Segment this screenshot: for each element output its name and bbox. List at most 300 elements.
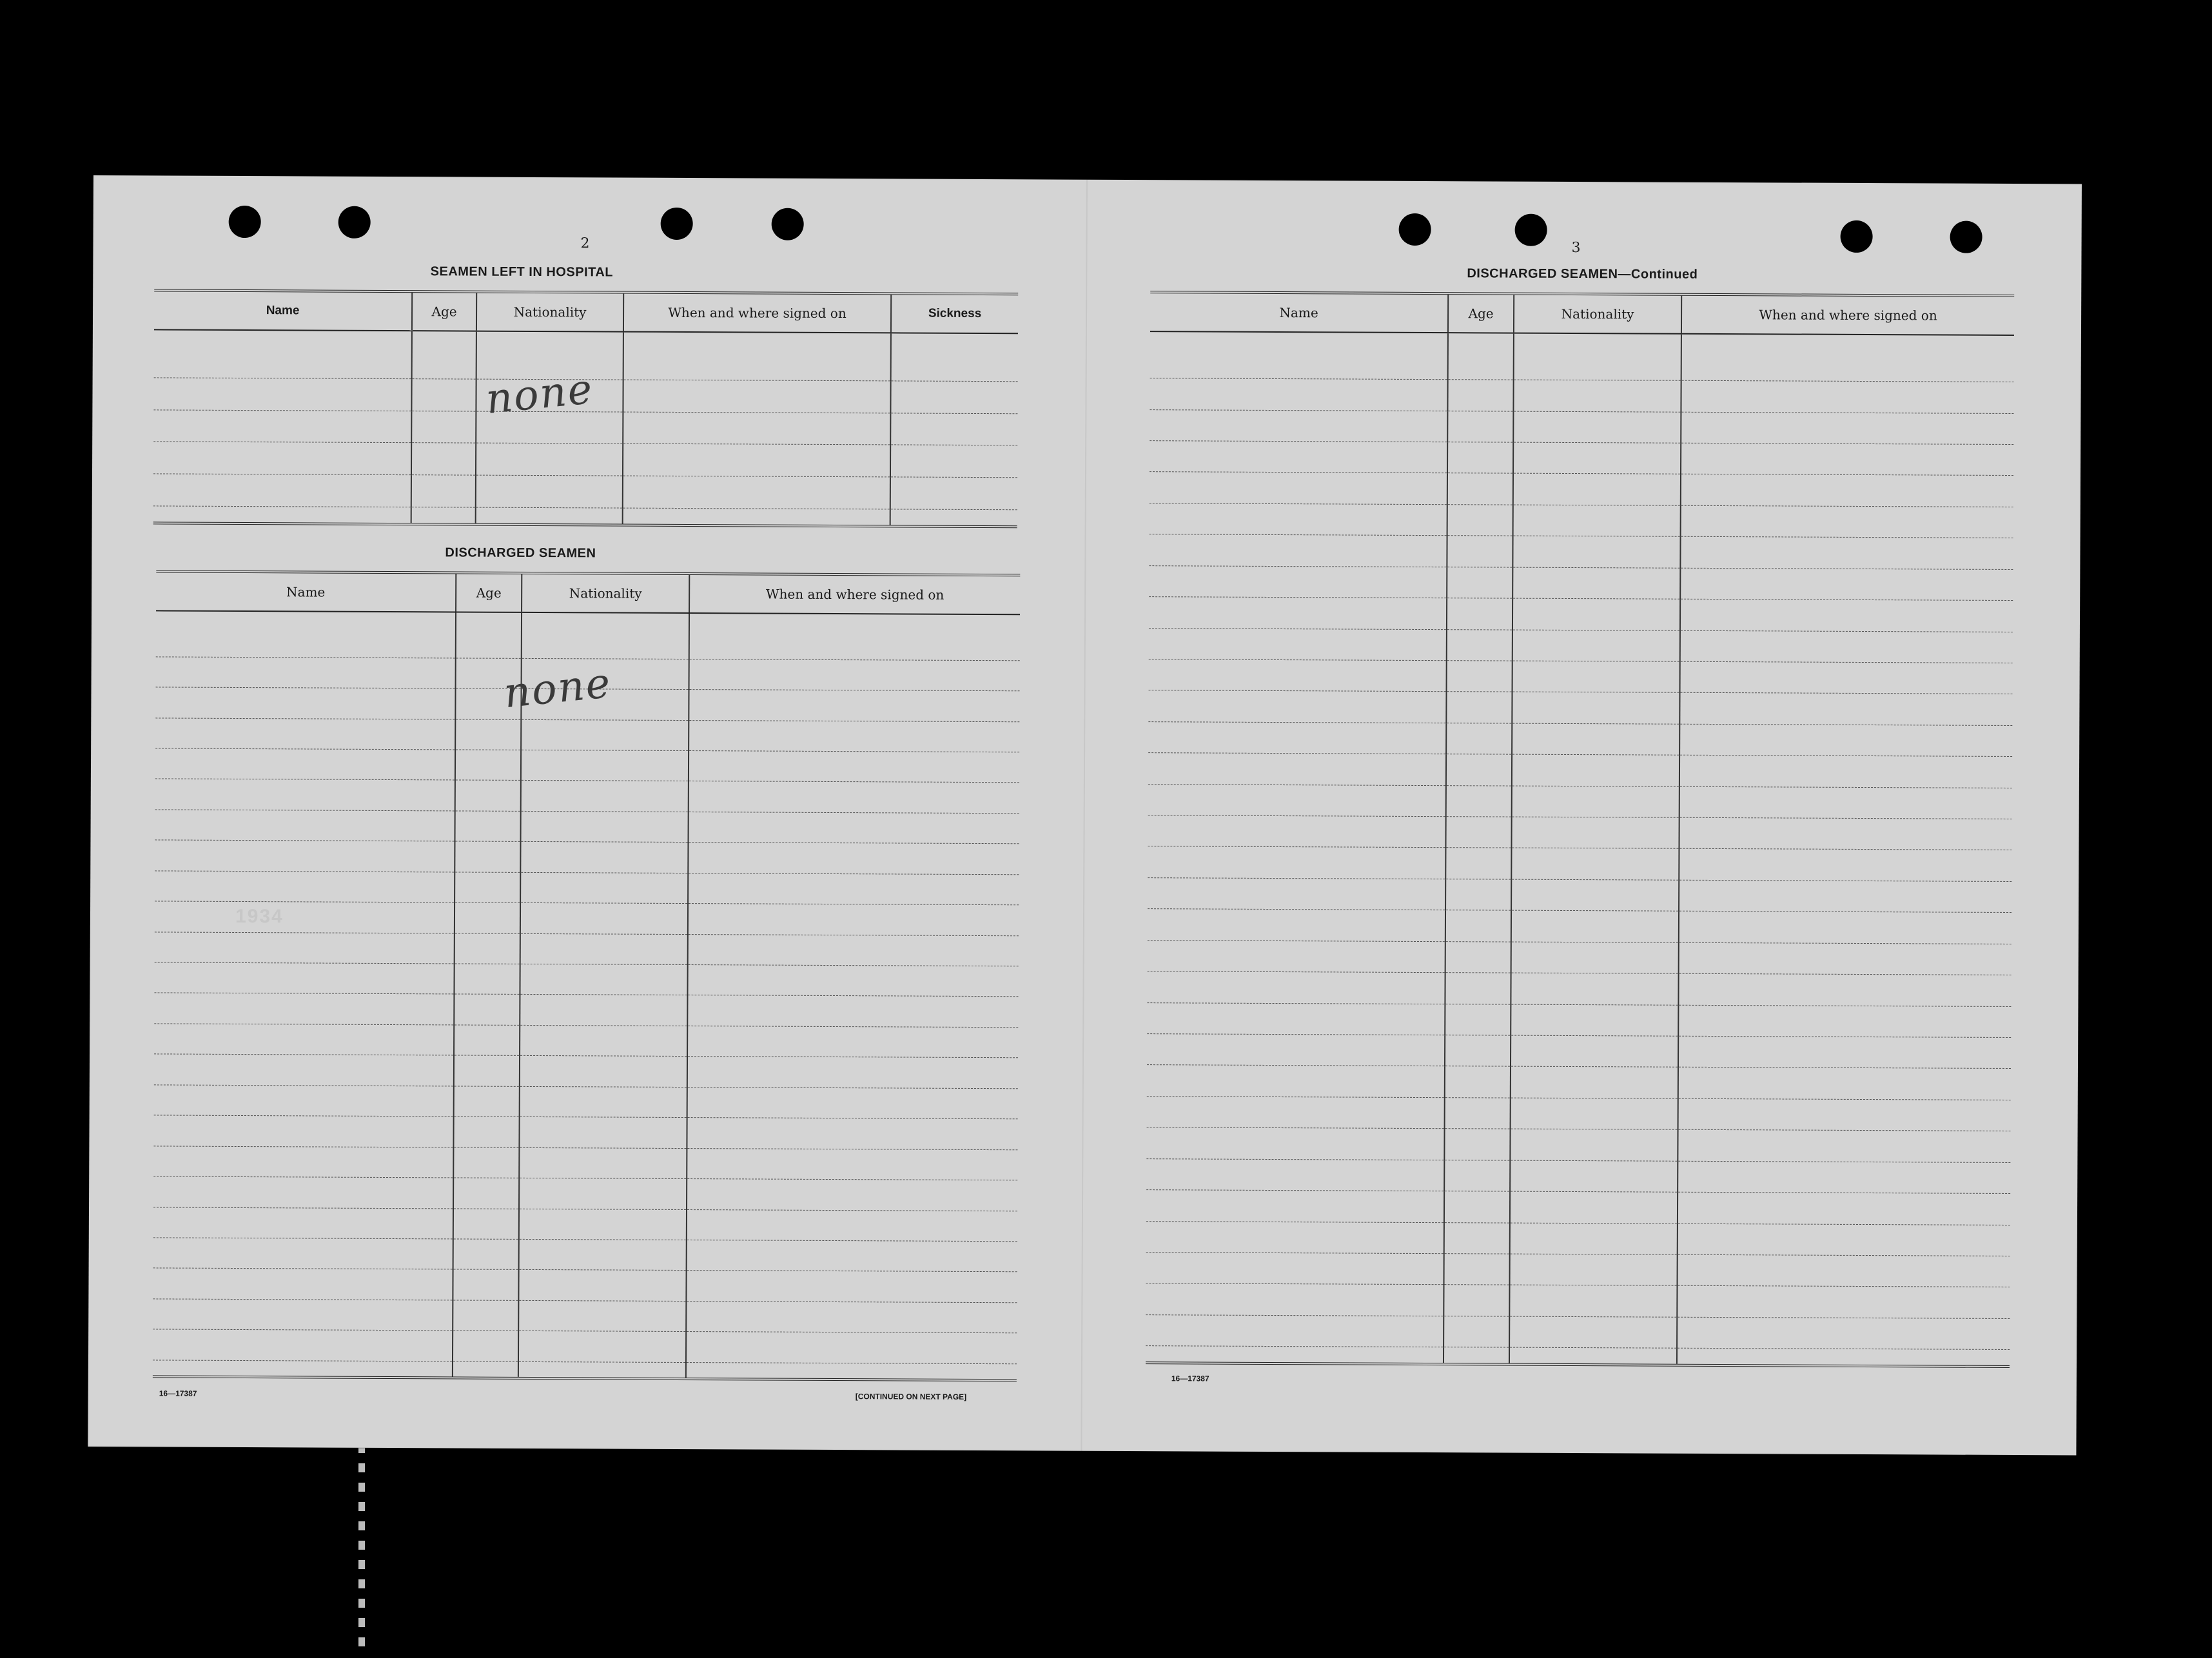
table-cell xyxy=(1512,536,1680,568)
table-row xyxy=(1148,753,2012,788)
table-cell xyxy=(453,1300,518,1331)
table-cell xyxy=(155,871,455,902)
table-cell xyxy=(687,1209,1017,1242)
table-cell xyxy=(454,994,520,1025)
table-cell xyxy=(518,1300,686,1332)
table-cell xyxy=(454,964,520,995)
table-cell xyxy=(1512,567,1680,600)
table-cell xyxy=(1511,942,1679,974)
table-cell xyxy=(687,1057,1018,1089)
table-cell xyxy=(453,1239,519,1270)
table-cell xyxy=(1511,1098,1678,1130)
table-cell xyxy=(890,509,1017,526)
table-cell xyxy=(1147,1065,1445,1097)
table-cell xyxy=(1148,909,1445,941)
table-row xyxy=(156,610,1020,660)
table-cell xyxy=(1510,1129,1678,1161)
table-row xyxy=(155,901,1019,935)
table-cell xyxy=(455,872,520,903)
table-row xyxy=(1146,1127,2010,1162)
table-cell xyxy=(1447,661,1512,692)
continued-header-row xyxy=(1150,293,2014,335)
table-row xyxy=(1147,1065,2011,1100)
table-cell xyxy=(153,1268,453,1300)
table-cell xyxy=(689,613,1020,660)
table-cell xyxy=(1511,848,1679,881)
table-cell xyxy=(623,508,890,525)
table-cell xyxy=(455,933,520,964)
table-cell xyxy=(1677,1348,2010,1365)
table-cell xyxy=(623,412,890,445)
table-cell xyxy=(687,1179,1017,1211)
table-cell xyxy=(411,507,476,523)
punch-hole xyxy=(229,206,261,238)
table-row xyxy=(1147,1096,2011,1131)
table-cell xyxy=(688,873,1019,905)
table-cell xyxy=(454,1086,520,1117)
table-cell xyxy=(686,1332,1017,1364)
table-cell xyxy=(689,781,1019,814)
table-cell xyxy=(154,962,454,994)
table-cell xyxy=(1445,973,1511,1004)
table-cell xyxy=(520,1086,687,1118)
table-cell xyxy=(153,1329,453,1361)
table-cell xyxy=(153,1360,453,1377)
table-cell xyxy=(1147,1096,1445,1128)
table-row xyxy=(1147,1002,2011,1037)
table-row xyxy=(155,810,1019,844)
punch-hole xyxy=(338,206,371,239)
table-cell xyxy=(1448,333,1514,380)
table-cell xyxy=(1149,597,1447,629)
table-cell xyxy=(686,1362,1017,1379)
table-cell xyxy=(519,1178,687,1209)
ledger-sheet xyxy=(88,175,2082,1455)
table-cell xyxy=(1148,753,1446,785)
table-cell xyxy=(454,1055,520,1086)
table-row xyxy=(1149,534,2013,569)
handwritten-entry: none xyxy=(484,365,596,424)
table-cell xyxy=(520,995,687,1026)
table-cell xyxy=(1146,1190,1444,1222)
table-row xyxy=(155,932,1019,966)
table-cell xyxy=(412,331,476,379)
table-cell xyxy=(1512,754,1679,786)
table-row xyxy=(1148,940,2011,975)
table-cell xyxy=(688,904,1019,936)
table-cell xyxy=(1446,723,1512,754)
table-cell xyxy=(154,1024,454,1055)
table-cell xyxy=(890,445,1017,478)
table-cell xyxy=(688,843,1019,875)
table-row xyxy=(1146,1253,2010,1287)
center-fold xyxy=(1081,180,1088,1451)
continued-table xyxy=(1146,291,2014,1368)
table-cell xyxy=(1148,721,1446,754)
table-cell xyxy=(519,1239,687,1271)
table-cell xyxy=(476,507,623,524)
table-cell xyxy=(520,964,687,995)
discharged-section-title: DISCHARGED SEAMEN xyxy=(445,545,596,561)
punch-hole xyxy=(1399,213,1431,246)
table-cell xyxy=(687,1148,1017,1180)
table-cell xyxy=(519,1209,687,1240)
table-row xyxy=(1147,971,2011,1006)
table-cell xyxy=(1146,1314,1444,1347)
table-cell xyxy=(1679,817,2011,850)
table-row xyxy=(1148,909,2011,944)
table-cell xyxy=(453,1208,519,1239)
table-cell xyxy=(1149,628,1447,660)
table-cell xyxy=(1513,505,1681,537)
table-cell xyxy=(1447,411,1513,442)
table-cell xyxy=(1512,598,1680,630)
table-cell xyxy=(454,1025,520,1056)
table-cell xyxy=(1679,693,2012,726)
table-cell xyxy=(1679,942,2011,975)
table-cell xyxy=(1147,971,1445,1004)
table-row xyxy=(1149,597,2013,632)
col-name: Name xyxy=(1150,293,1448,333)
table-cell xyxy=(688,812,1019,844)
table-cell xyxy=(518,1331,686,1363)
punch-hole xyxy=(1950,221,1982,253)
table-cell xyxy=(1513,380,1681,412)
table-cell xyxy=(155,810,455,841)
table-cell xyxy=(1680,536,2013,569)
table-cell xyxy=(154,1085,454,1117)
table-cell xyxy=(1510,1254,1678,1286)
table-cell xyxy=(686,1271,1017,1303)
table-cell xyxy=(1679,755,2012,788)
table-cell xyxy=(153,1207,453,1238)
table-cell xyxy=(1146,1221,1444,1253)
table-row xyxy=(1149,628,2013,663)
table-cell xyxy=(1148,846,1445,879)
table-cell xyxy=(154,1054,454,1086)
table-cell xyxy=(1446,692,1512,723)
table-cell xyxy=(1444,1316,1509,1347)
table-cell xyxy=(1511,910,1679,942)
table-cell xyxy=(153,1146,453,1178)
table-cell xyxy=(1444,1129,1510,1160)
table-cell xyxy=(1677,1317,2010,1350)
faint-stamp: 1934 xyxy=(235,905,284,928)
col-when-where: When and where signed on xyxy=(623,294,891,333)
table-cell xyxy=(1510,1160,1678,1193)
table-cell xyxy=(455,719,521,750)
discharged-header-row xyxy=(156,572,1020,614)
table-cell xyxy=(1446,785,1512,817)
table-cell xyxy=(156,657,456,688)
table-cell xyxy=(453,1178,519,1209)
table-row xyxy=(155,871,1019,905)
table-cell xyxy=(1146,1253,1444,1285)
table-cell xyxy=(890,413,1017,446)
table-cell xyxy=(1511,879,1679,912)
table-cell xyxy=(1678,1254,2010,1287)
table-cell xyxy=(1509,1347,1677,1363)
table-cell xyxy=(1681,412,2013,445)
table-cell xyxy=(155,779,455,810)
table-cell xyxy=(890,381,1017,414)
table-cell xyxy=(1679,849,2011,882)
col-when-where: When and where signed on xyxy=(1681,296,2014,335)
punch-hole xyxy=(772,208,804,240)
table-cell xyxy=(1447,442,1513,474)
table-row xyxy=(155,779,1019,813)
table-cell xyxy=(155,840,455,872)
table-cell xyxy=(1446,754,1512,786)
table-cell xyxy=(411,443,476,475)
table-cell xyxy=(153,442,411,474)
table-cell xyxy=(1512,692,1679,724)
punch-hole xyxy=(661,208,693,240)
table-row xyxy=(1149,565,2013,600)
table-row xyxy=(1150,378,2013,413)
punch-hole xyxy=(1515,214,1547,246)
table-cell xyxy=(153,474,411,507)
table-row xyxy=(1148,784,2012,819)
table-row xyxy=(1148,815,2011,850)
table-cell xyxy=(453,1117,519,1147)
table-cell xyxy=(153,506,411,523)
table-cell xyxy=(1149,565,1447,598)
table-cell xyxy=(623,380,890,413)
table-cell xyxy=(1445,879,1511,911)
continued-section-title: DISCHARGED SEAMEN—Continued xyxy=(1467,266,1698,282)
table-cell xyxy=(1150,441,1447,473)
table-cell xyxy=(689,720,1019,752)
hospital-section-title: SEAMEN LEFT IN HOSPITAL xyxy=(430,264,614,280)
table-cell xyxy=(1681,443,2013,476)
table-cell xyxy=(153,378,411,411)
table-cell xyxy=(623,332,891,381)
table-cell xyxy=(1677,1286,2010,1319)
table-cell xyxy=(1148,940,1445,972)
table-row xyxy=(1149,659,2013,694)
col-name: Name xyxy=(154,291,412,331)
table-cell xyxy=(1445,941,1511,973)
table-cell xyxy=(1510,1191,1678,1224)
table-cell xyxy=(1150,331,1448,380)
table-cell xyxy=(156,610,456,658)
table-cell xyxy=(1511,973,1678,1005)
table-cell xyxy=(476,475,623,508)
table-cell xyxy=(686,1301,1017,1333)
table-cell xyxy=(153,1115,453,1147)
table-cell xyxy=(1445,1066,1511,1098)
table-cell xyxy=(520,811,688,843)
table-cell xyxy=(1514,333,1681,381)
table-cell xyxy=(520,872,688,904)
table-cell xyxy=(1513,411,1681,444)
table-cell xyxy=(689,690,1019,722)
table-cell xyxy=(687,995,1018,1028)
punch-hole xyxy=(1841,220,1873,253)
table-cell xyxy=(455,780,521,811)
table-cell xyxy=(1678,1068,2011,1100)
table-row xyxy=(153,1115,1017,1149)
table-cell xyxy=(1146,1283,1444,1316)
table-row xyxy=(154,962,1018,997)
table-row xyxy=(153,1329,1017,1363)
table-row xyxy=(1150,331,2014,382)
table-cell xyxy=(1681,505,2013,538)
table-cell xyxy=(1148,878,1445,910)
col-sickness: Sickness xyxy=(891,295,1018,333)
table-row xyxy=(1147,1034,2011,1069)
table-row xyxy=(1146,1158,2010,1193)
table-cell xyxy=(453,1147,519,1178)
table-cell xyxy=(1444,1254,1510,1285)
table-cell xyxy=(1150,409,1447,442)
table-cell xyxy=(522,612,689,659)
col-age: Age xyxy=(1448,295,1514,333)
table-cell xyxy=(1147,1002,1445,1035)
table-row xyxy=(1150,472,2013,507)
table-cell xyxy=(519,1117,687,1149)
table-cell xyxy=(520,933,688,965)
table-cell xyxy=(1680,661,2013,694)
table-cell xyxy=(520,903,688,935)
table-cell xyxy=(1510,1223,1678,1255)
table-row xyxy=(1146,1221,2010,1256)
table-cell xyxy=(455,902,520,933)
table-cell xyxy=(688,934,1019,966)
table-cell xyxy=(689,751,1019,783)
hospital-header-row xyxy=(154,291,1018,333)
table-row xyxy=(154,1085,1018,1119)
table-cell xyxy=(155,748,455,780)
col-age: Age xyxy=(412,293,476,331)
table-cell xyxy=(411,379,476,411)
handwritten-entry: none xyxy=(502,659,614,718)
table-cell xyxy=(1680,568,2013,601)
table-cell xyxy=(455,841,520,872)
table-cell xyxy=(1445,817,1511,848)
table-cell xyxy=(520,1056,687,1087)
table-cell xyxy=(687,1240,1017,1272)
col-age: Age xyxy=(456,574,522,612)
table-cell xyxy=(1146,1346,1444,1363)
hospital-rows xyxy=(153,329,1018,525)
table-cell xyxy=(1678,1161,2010,1194)
table-cell xyxy=(1444,1285,1509,1316)
col-name: Name xyxy=(156,572,456,612)
table-row xyxy=(1148,878,2011,913)
table-cell xyxy=(1512,661,1680,693)
table-row xyxy=(1148,846,2011,881)
table-cell xyxy=(1509,1285,1677,1317)
continued-note: [CONTINUED ON NEXT PAGE] xyxy=(855,1392,967,1401)
table-cell xyxy=(1680,599,2013,632)
table-cell xyxy=(1679,724,2012,757)
table-cell xyxy=(1150,503,1447,535)
table-cell xyxy=(1447,629,1512,661)
table-row xyxy=(153,1238,1017,1272)
table-row xyxy=(153,474,1017,510)
table-cell xyxy=(153,1299,453,1331)
table-row xyxy=(1146,1346,2010,1365)
table-row xyxy=(1146,1283,2010,1318)
col-when-where: When and where signed on xyxy=(689,575,1020,614)
table-cell xyxy=(1512,723,1679,756)
table-row xyxy=(153,1176,1017,1211)
table-cell xyxy=(155,901,455,933)
table-cell xyxy=(153,1176,453,1208)
table-cell xyxy=(891,333,1018,381)
table-row xyxy=(153,1360,1017,1380)
table-cell xyxy=(1447,473,1513,505)
table-cell xyxy=(154,329,412,378)
table-cell xyxy=(1146,1158,1444,1191)
table-cell xyxy=(1148,815,1445,848)
table-row xyxy=(154,1024,1018,1058)
table-row xyxy=(1148,721,2012,756)
discharged-rows xyxy=(153,610,1020,1379)
col-nationality: Nationality xyxy=(1514,295,1681,334)
table-cell xyxy=(1511,1035,1678,1068)
table-cell xyxy=(1680,630,2013,663)
table-row xyxy=(1148,690,2012,725)
table-cell xyxy=(1445,848,1511,879)
page-number-right: 3 xyxy=(1571,240,1581,257)
table-cell xyxy=(1681,380,2013,413)
table-cell xyxy=(155,717,455,749)
table-cell xyxy=(1149,534,1447,567)
table-cell xyxy=(1681,334,2014,382)
table-cell xyxy=(1678,1224,2010,1256)
table-cell xyxy=(1678,1129,2010,1162)
table-cell xyxy=(155,687,455,719)
table-cell xyxy=(623,444,890,476)
table-cell xyxy=(476,443,623,476)
table-cell xyxy=(411,475,476,507)
table-cell xyxy=(1444,1222,1510,1254)
table-cell xyxy=(1447,380,1513,411)
form-number-right: 16—17387 xyxy=(1171,1374,1209,1383)
table-row xyxy=(153,442,1017,478)
table-cell xyxy=(1447,567,1512,598)
table-row xyxy=(153,1299,1017,1333)
table-cell xyxy=(1679,880,2011,913)
table-cell xyxy=(687,1026,1018,1058)
table-row xyxy=(153,1207,1017,1241)
table-cell xyxy=(687,1118,1017,1150)
table-row xyxy=(1150,441,2013,476)
table-cell xyxy=(455,811,520,842)
table-cell xyxy=(1509,1316,1677,1349)
table-cell xyxy=(1150,472,1447,504)
col-nationality: Nationality xyxy=(476,293,623,332)
scan-streak xyxy=(358,1444,365,1657)
table-cell xyxy=(1679,786,2012,819)
table-cell xyxy=(1149,659,1447,692)
table-cell xyxy=(1447,536,1512,567)
form-number-left: 16—17387 xyxy=(159,1389,197,1398)
page-number-left: 2 xyxy=(580,235,590,252)
table-cell xyxy=(1678,1005,2011,1038)
table-cell xyxy=(1445,1004,1511,1035)
table-cell xyxy=(1444,1347,1509,1363)
table-cell xyxy=(1146,1127,1444,1160)
table-cell xyxy=(1150,378,1447,411)
continued-rows xyxy=(1146,331,2014,1365)
table-cell xyxy=(154,993,454,1024)
table-cell xyxy=(687,1087,1018,1119)
table-cell xyxy=(153,410,411,443)
